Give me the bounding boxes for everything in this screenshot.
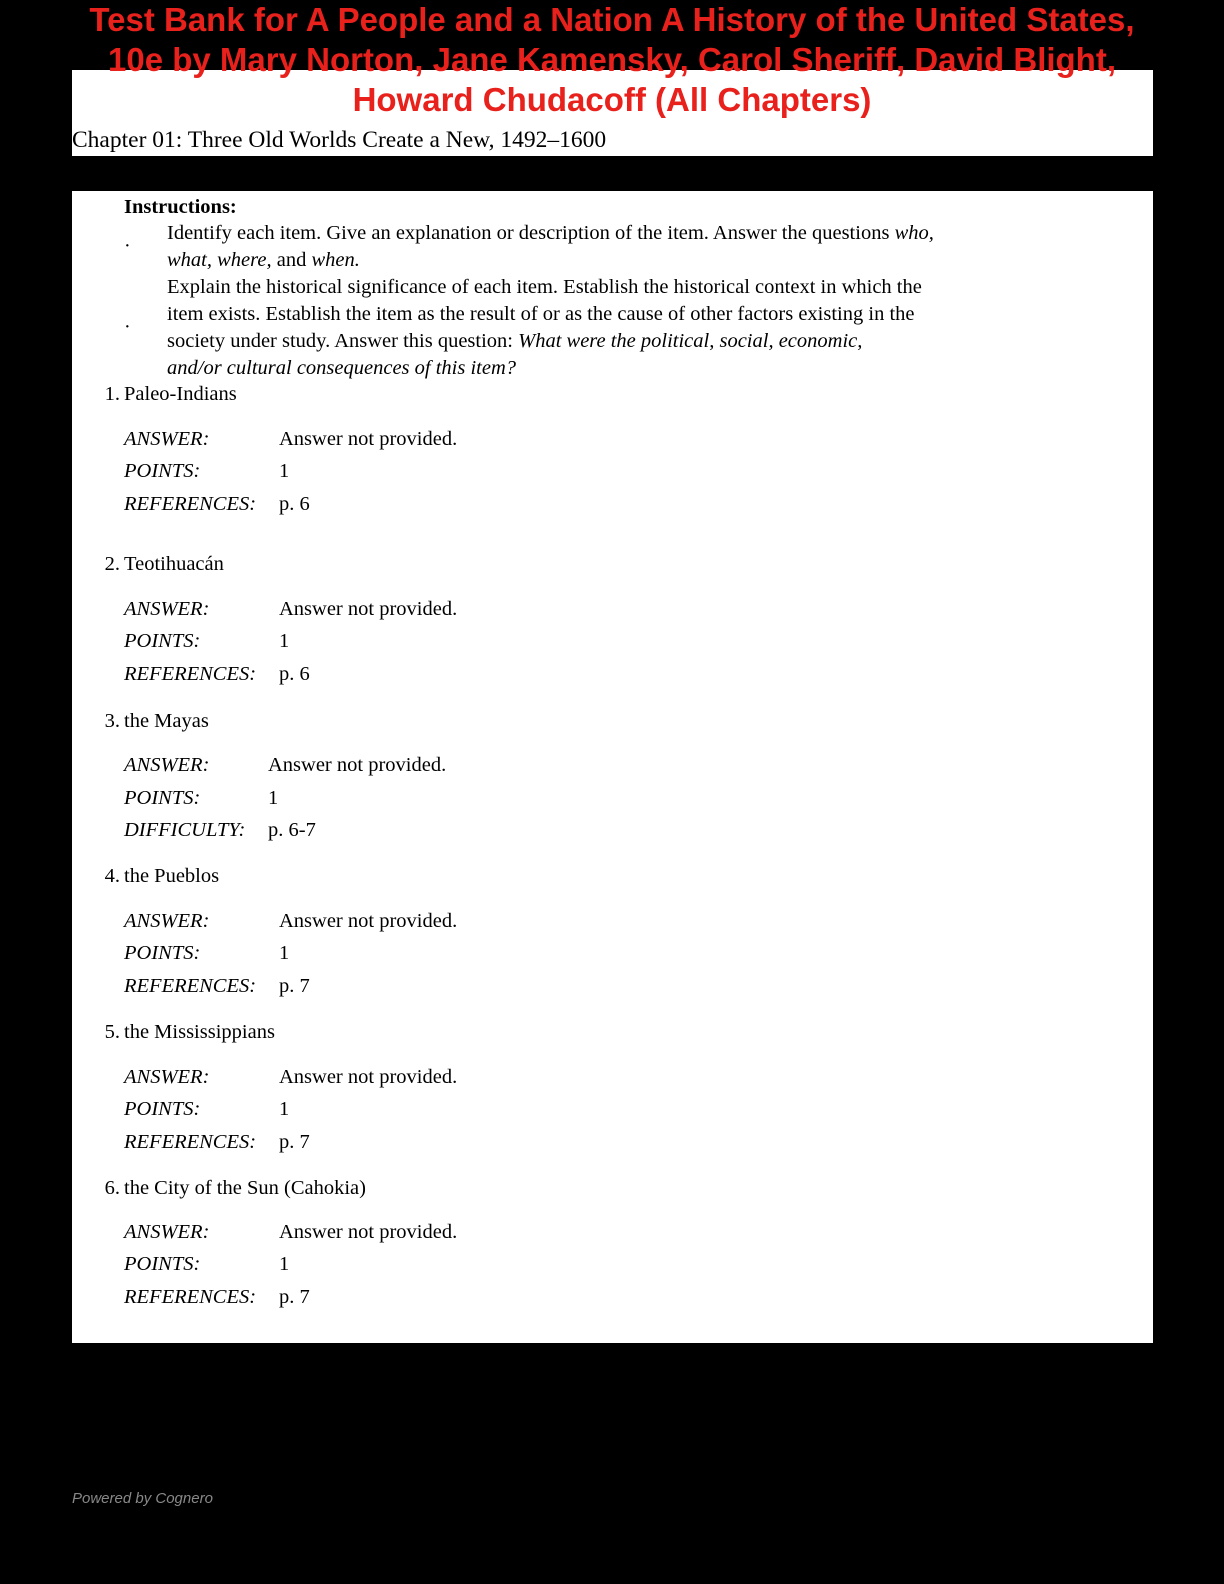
points-label: POINTS: <box>124 1253 201 1275</box>
points-value: 1 <box>279 1253 290 1275</box>
instruction-1-who: who, <box>894 222 934 244</box>
points-label: POINTS: <box>124 787 201 809</box>
bullet-1: · <box>124 235 131 257</box>
question-label: the Pueblos <box>124 865 220 887</box>
question-label: Teotihuacán <box>124 553 224 575</box>
banner-line-1: Test Bank for A People and a Nation A History of the United States, <box>89 1 1135 38</box>
difficulty-label: DIFFICULTY: <box>124 819 246 841</box>
question-number: 1. <box>104 383 120 405</box>
points-value: 1 <box>268 787 279 809</box>
answer-label: ANSWER: <box>124 754 210 776</box>
references-value: p. 7 <box>279 975 310 997</box>
instruction-2-line-2: item exists. Establish the item as the result of or as the cause of other factors existing in the <box>167 303 915 325</box>
references-label: REFERENCES: <box>124 663 257 685</box>
points-label: POINTS: <box>124 1098 201 1120</box>
instruction-2-question-end: and/or cultural consequences of this item? <box>167 357 517 379</box>
question-number: 6. <box>104 1177 120 1199</box>
instruction-1-and: and <box>271 249 312 271</box>
instruction-2-question: What were the political, social, economic, <box>518 330 863 352</box>
test-bank-banner <box>0 0 1224 120</box>
instruction-2-text: society under study. Answer this question: <box>167 330 519 352</box>
answer-value: Answer not provided. <box>279 910 458 932</box>
question-number: 4. <box>104 865 120 887</box>
references-value: p. 7 <box>279 1286 310 1308</box>
answer-label: ANSWER: <box>124 910 210 932</box>
points-value: 1 <box>279 630 290 652</box>
references-label: REFERENCES: <box>124 1131 257 1153</box>
points-value: 1 <box>279 460 290 482</box>
question-label: Paleo-Indians <box>124 383 237 405</box>
answer-value: Answer not provided. <box>279 1066 458 1088</box>
answer-value: Answer not provided. <box>279 428 458 450</box>
instruction-1-when: when. <box>311 249 360 271</box>
instruction-2-line-3 <box>167 328 862 355</box>
references-label: REFERENCES: <box>124 1286 257 1308</box>
instructions-heading: Instructions: <box>124 196 237 218</box>
points-value: 1 <box>279 1098 290 1120</box>
answer-value: Answer not provided. <box>268 754 447 776</box>
banner-line-3: Howard Chudacoff (All Chapters) <box>352 81 872 118</box>
points-label: POINTS: <box>124 630 201 652</box>
question-number: 3. <box>104 710 120 732</box>
banner-line-2: 10e by Mary Norton, Jane Kamensky, Carol Sheriff, David Blight, <box>108 41 1116 78</box>
question-number: 2. <box>104 553 120 575</box>
chapter-title: Chapter 01: Three Old Worlds Create a New, 1492–1600 <box>72 127 607 153</box>
question-number: 5. <box>104 1021 120 1043</box>
powered-by-footer: Powered by Cognero <box>72 1490 213 1507</box>
answer-label: ANSWER: <box>124 1221 210 1243</box>
answer-label: ANSWER: <box>124 428 210 450</box>
instruction-2-line-1: Explain the historical significance of each item. Establish the historical context in which the <box>167 276 922 298</box>
answer-value: Answer not provided. <box>279 598 458 620</box>
answer-value: Answer not provided. <box>279 1221 458 1243</box>
points-value: 1 <box>279 942 290 964</box>
question-label: the Mayas <box>124 710 209 732</box>
answer-label: ANSWER: <box>124 1066 210 1088</box>
instruction-1-line-1 <box>167 220 934 247</box>
references-value: p. 6 <box>279 663 310 685</box>
references-value: p. 6 <box>279 493 310 515</box>
instruction-1-what-where: what, where, <box>167 249 272 271</box>
points-label: POINTS: <box>124 460 201 482</box>
instruction-1-text: Identify each item. Give an explanation or description of the item. Answer the questions <box>167 222 895 244</box>
question-label: the Mississippians <box>124 1021 275 1043</box>
references-label: REFERENCES: <box>124 493 257 515</box>
instruction-1-line-2 <box>167 247 360 274</box>
instruction-2-line-4 <box>167 355 516 382</box>
points-label: POINTS: <box>124 942 201 964</box>
references-value: p. 7 <box>279 1131 310 1153</box>
references-label: REFERENCES: <box>124 975 257 997</box>
difficulty-value: p. 6-7 <box>268 819 316 841</box>
answer-label: ANSWER: <box>124 598 210 620</box>
bullet-2: · <box>124 316 131 338</box>
question-label: the City of the Sun (Cahokia) <box>124 1177 366 1199</box>
